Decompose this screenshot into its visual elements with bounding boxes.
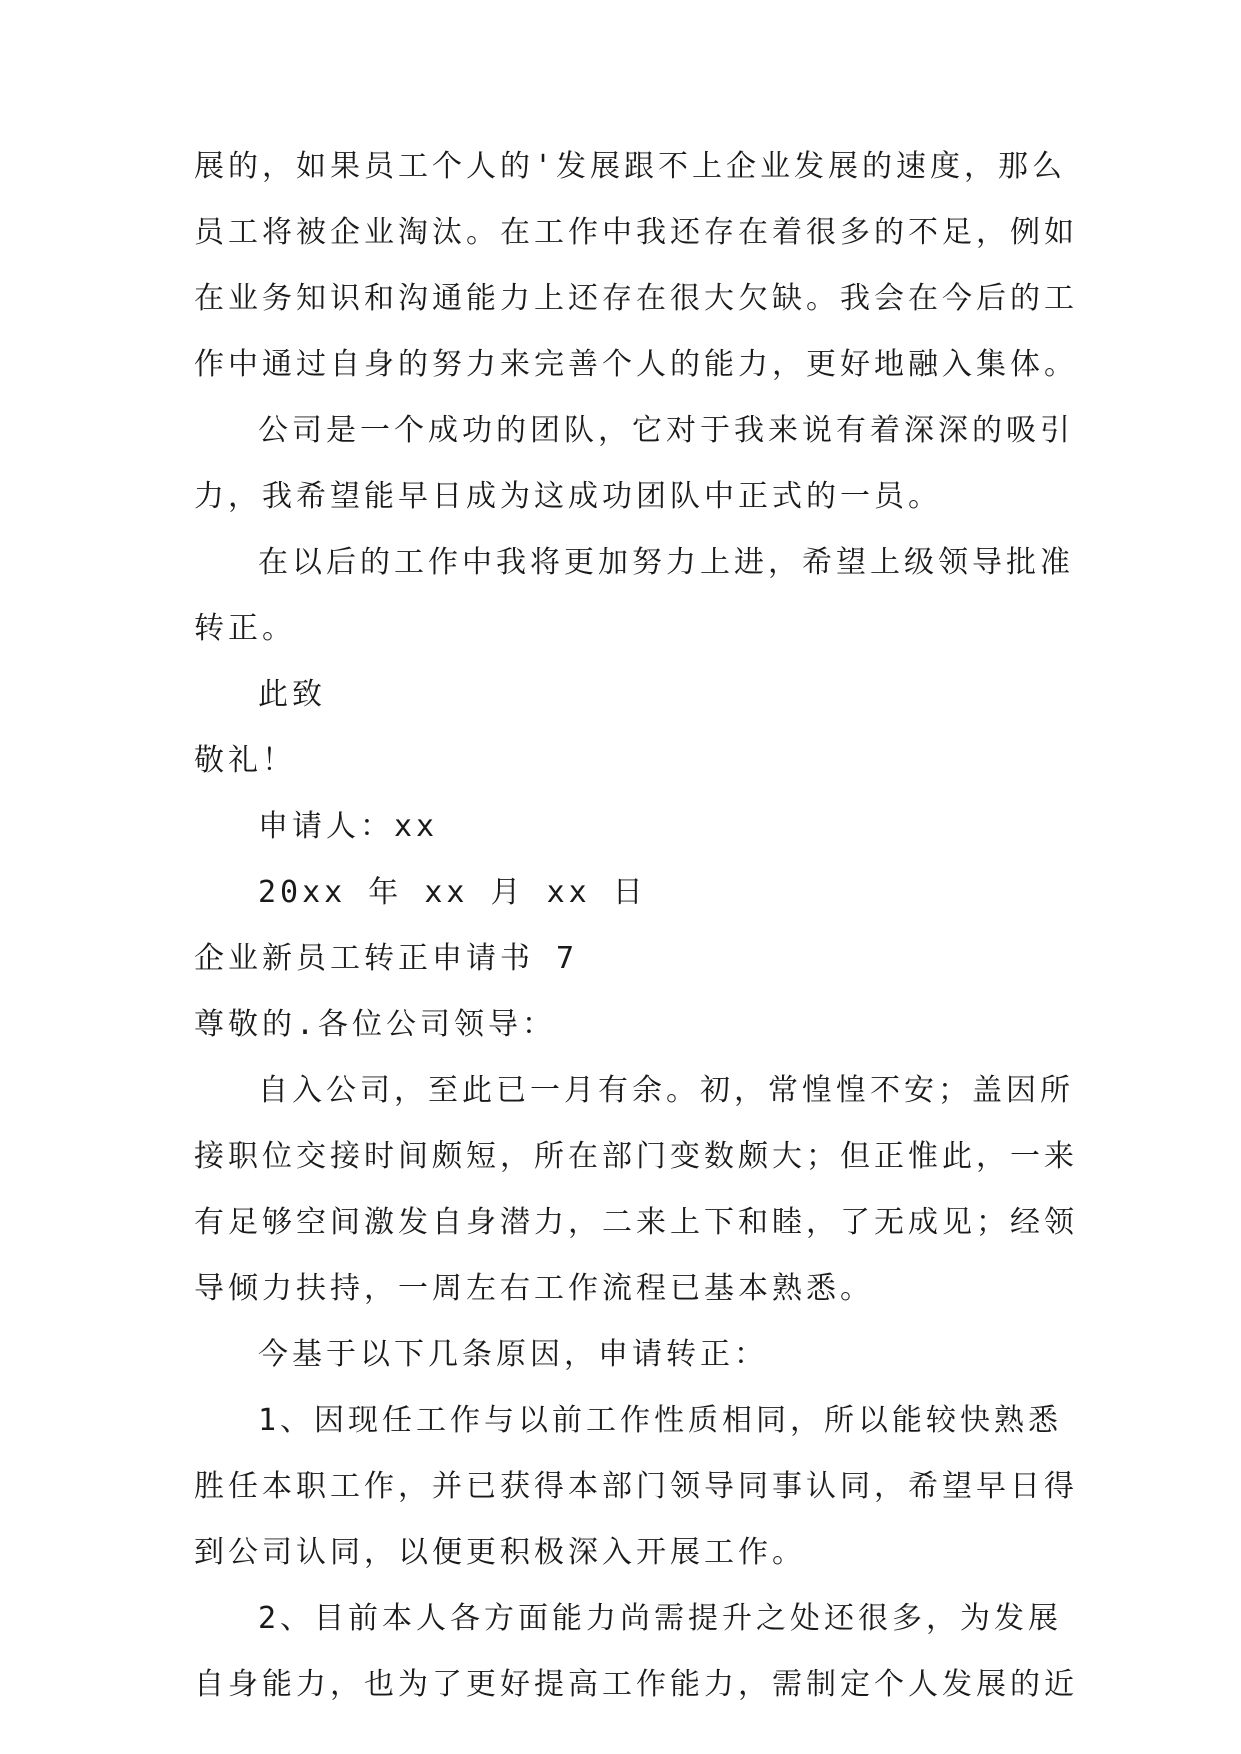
body-text-line: 胜任本职工作，并已获得本部门领导同事认同，希望早日得 xyxy=(194,1469,1078,1504)
body-text-line: 自身能力，也为了更好提高工作能力，需制定个人发展的近 xyxy=(194,1667,1078,1702)
section-title: 企业新员工转正申请书 7 xyxy=(194,941,579,976)
paragraph-first-line: 公司是一个成功的团队，它对于我来说有着深深的吸引 xyxy=(258,413,1074,448)
body-text-line: 展的，如果员工个人的'发展跟不上企业发展的速度，那么 xyxy=(194,149,1067,184)
body-text-line: 力，我希望能早日成为这成功团队中正式的一员。 xyxy=(194,479,942,514)
numbered-item-first-line: 1、因现任工作与以前工作性质相同，所以能较快熟悉 xyxy=(258,1403,1063,1438)
body-text-line: 有足够空间激发自身潜力，二来上下和睦，了无成见；经领 xyxy=(194,1205,1078,1240)
letter-greeting: 尊敬的.各位公司领导： xyxy=(194,1007,557,1042)
body-text-line: 接职位交接时间颇短，所在部门变数颇大；但正惟此，一来 xyxy=(194,1139,1078,1174)
body-text-line: 到公司认同，以便更积极深入开展工作。 xyxy=(194,1535,806,1570)
body-text-line: 作中通过自身的努力来完善个人的能力，更好地融入集体。 xyxy=(194,347,1078,382)
body-text-line: 在业务知识和沟通能力上还存在很大欠缺。我会在今后的工 xyxy=(194,281,1078,316)
body-text-line: 导倾力扶持，一周左右工作流程已基本熟悉。 xyxy=(194,1271,874,1306)
body-text-line: 员工将被企业淘汰。在工作中我还存在着很多的不足，例如 xyxy=(194,215,1078,250)
numbered-item-first-line: 2、目前本人各方面能力尚需提升之处还很多，为发展 xyxy=(258,1601,1063,1636)
closing-salutation: 此致 xyxy=(258,677,326,712)
letter-date: 20xx 年 xx 月 xx 日 xyxy=(258,875,647,910)
closing-regards: 敬礼！ xyxy=(194,743,296,778)
paragraph-first-line: 今基于以下几条原因，申请转正： xyxy=(258,1337,768,1372)
applicant-signature: 申请人：xx xyxy=(258,809,439,844)
paragraph-first-line: 自入公司，至此已一月有余。初，常惶惶不安；盖因所 xyxy=(258,1073,1074,1108)
paragraph-first-line: 在以后的工作中我将更加努力上进，希望上级领导批准 xyxy=(258,545,1074,580)
body-text-line: 转正。 xyxy=(194,611,296,646)
